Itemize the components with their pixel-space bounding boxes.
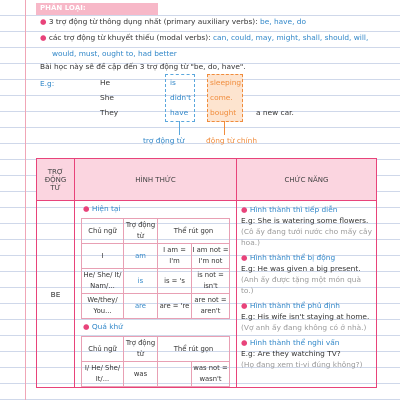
function-item: ● Hình thành thể phủ định E.g: His wife isn't staying at home. (Vợ anh ấy đang không có ở nhà.) [241,301,370,332]
form-cell [75,201,237,388]
present-table [81,218,230,319]
bullet-dot-icon: ● [40,17,47,26]
bullet-dot-icon: ● [83,204,90,213]
header-form: HÌNH THỨC [75,159,237,201]
row-label-be: BE [37,201,75,388]
margin-line [25,0,26,400]
header-function: CHỨC NĂNG [237,159,377,201]
bullet-dot-icon: ● [83,322,90,331]
function-item: ● Hình thành thể bị động E.g: He was given a big present. (Anh ấy được tặng một món quà to.) [241,253,361,295]
aux-verb-table [36,158,377,388]
intro-text: Bài học này sẽ đề cập đến 3 trợ động từ "be, do, have". [40,62,246,71]
past-header-row: Chủ ngữ Trợ động từ Thể rút gọn [82,337,230,362]
bullet-primary-aux: ● 3 trợ động từ thông dụng nhất (primary auxiliary verbs): be, have, do [40,17,307,26]
past-table [81,336,230,387]
present-header-row: Chủ ngữ Trợ động từ Thể rút gọn [82,219,230,244]
modal-verbs-line2: would, must, ought to, had better [52,49,177,58]
table-row: I am I am = I'm I am not = I'm not [82,244,230,269]
example-aux-1: is [170,78,176,87]
function-cell [237,201,377,388]
label-aux-verb: trợ động từ [143,136,185,145]
label-main-verb: động từ chính [206,136,258,145]
function-item: ● Hình thành thể nghi vấn E.g: Are they watching TV? (Họ đang xem ti-vi đúng không?) [241,338,363,369]
bullet-dot-icon: ● [40,33,47,42]
example-subject-3: They [100,108,119,117]
example-main-3: bought [210,108,237,117]
table-header-row [37,159,377,201]
present-title: ● Hiện tại [83,204,121,213]
example-aux-3: have [170,108,189,117]
section-title: PHÂN LOẠI: [40,4,86,12]
bullet-dot-icon: ● [241,338,248,347]
example-subject-1: He [100,78,111,87]
header-aux-verb: TRỢ ĐỘNG TỪ [37,159,75,201]
bullet-dot-icon: ● [241,205,248,214]
bullet-modal-verbs: ● các trợ động từ khuyết thiếu (modal verbs): can, could, may, might, shall, should, will, [40,33,369,42]
table-row: I/ He/ She/ It/... was was not = wasn't [82,362,230,387]
function-item: ● Hình thành thì tiếp diễn E.g: She is watering some flowers. (Cô ấy đang tưới nước cho mấy cây hoa.) [241,205,372,247]
bullet-dot-icon: ● [241,253,248,262]
example-aux-2: didn't [170,93,192,102]
example-subject-2: She [100,93,114,102]
bullet-dot-icon: ● [241,301,248,310]
main-arrow-line [224,121,225,135]
example-rest-3: a new car. [256,108,294,117]
table-row: We/they/ You... are are = 're are not = aren't [82,294,230,319]
example-main-1: sleeping. [210,78,244,87]
eg-label: E.g: [40,79,55,88]
example-main-2: come. [210,93,233,102]
table-row-be [37,201,377,388]
table-row: He/ She/ It/ Nam/... is is = 's is not = isn't [82,269,230,294]
past-title: ● Quá khứ [83,322,123,331]
aux-arrow-line [179,121,180,135]
